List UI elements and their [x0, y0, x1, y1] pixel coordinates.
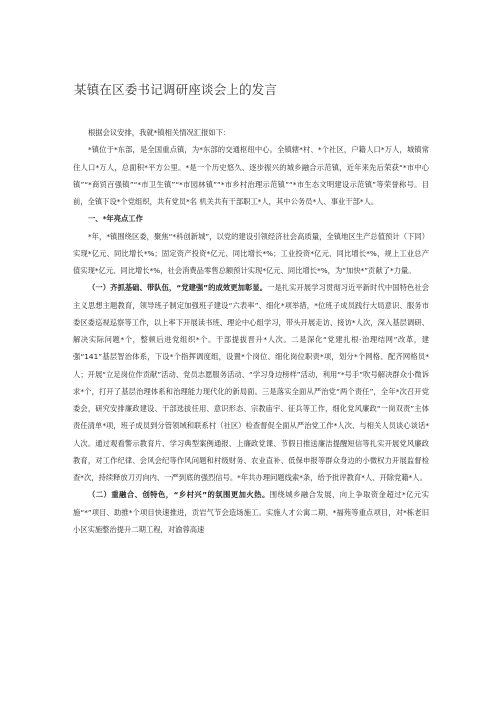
sub2-heading: （二）重融合、创特色，“乡村兴”的氛围更加火热。 — [88, 490, 270, 500]
sub1-text: 一是扎实开展学习贯彻习近平新时代中国特色社会主义思想主题教育，领导班子制定加强班子建设“六表率”、细化*项举措，*位班子成员践行大局意识、服务市委区委巡视巡察等工作，以上率下开展读书班、理论中心组学习，带头开展走访、接访*人次，深入基层调研、解决实际问题*个，整顿后进党组织*个。干部提拔晋升*人次。二是深化“党建扎根·治理结网”改革，建强“141”基层智治体系，下设*个指挥调度组，设置*个岗位、细化岗位职责*项，划分*个网格、配齐网格员*人；开展“立足岗位作贡献”活动、党员志愿服务活动、“学习身边榜样”活动，利用“*号手”吹号解决群众小微诉求*个，打开了基层治理体系和治理能力现代化的新局面。三是落实全面从严治党“两个责任”，全年*次召开党委会，研究安排廉政建设、干部选拔任用、意识形态、宗教庙宇、征兵等工作，细化党风廉政“一岗双责”主体责任清单*项，班子成员到分管领域和联系村（社区）检查督促全面从严治党工作*人次、与相关人员谈心谈话*人次。通过观看警示教育片、学习典型案例通报、上廉政党课、节假日推送廉洁提醒短信等扎实开展党风廉政教育，对工作纪律、会风会纪等作风问题和村级财务、农业直补、低保申报等群众身边的小微权力开展监督检查*次，持续释放刀刃向内、一严到底的强烈信号。*年共办理问题线索*条，给予批评教育*人、开除党籍*人。 — [73, 283, 429, 482]
sub1-heading: （一）齐抓基础、带队伍，“党建强”的成效更加彰显。 — [88, 283, 268, 293]
sub2-paragraph — [73, 486, 429, 538]
intro-paragraph: 根据会议安排，我就*镇相关情况汇报如下： — [88, 128, 231, 137]
sub2-text: 围绕城乡融合发展，向上争取资金超过*亿元实施“*”项目、助推*个项目快速推进，贡岩气节会造场施工。实施人才公寓二期、*福苑等重点项目，对*栋老旧小区实施整治提升二期工程，对渝蓉高速 — [73, 490, 429, 534]
sub1-paragraph — [73, 279, 429, 486]
document-body — [73, 124, 429, 538]
overview-paragraph: *镇位于*东部，是全国重点镇，为*东部的交通枢纽中心。全镇辖*村、*个社区，户籍人口*万人，城镇常住人口*万人，总面积*平方公里。*是一个历史悠久、逐步振兴的城乡融合示范镇，近年来先后荣获“*市中心镇”“*商贸百强镇”“*市卫生镇”“*市园林镇”“*市乡村治理示范镇”“*市生态文明建设示范镇”等荣誉称号。目前，全镇下设*个党组织，共有党员*名 机关共有干部职工*人，其中公务员*人、事业干部*人。 — [73, 145, 429, 206]
document-title: 某镇在区委书记调研座谈会上的发言 — [74, 82, 278, 97]
section1-paragraph: *年，*镇围绕区委，聚焦“*科创新城”，以党的建设引领经济社会高质量，全镇地区生产总值预计（下同）实现*亿元、同比增长*%；固定资产投资*亿元、同比增长*%；工业投资*亿元、同比增长*%，规上工业总产值实现*亿元、同比增长*%，社会消费品零售总额预计实现*亿元、同比增长*%，为“加快*”贡献了*力量。 — [73, 231, 429, 275]
section1-heading: 一、*年亮点工作 — [88, 214, 143, 224]
